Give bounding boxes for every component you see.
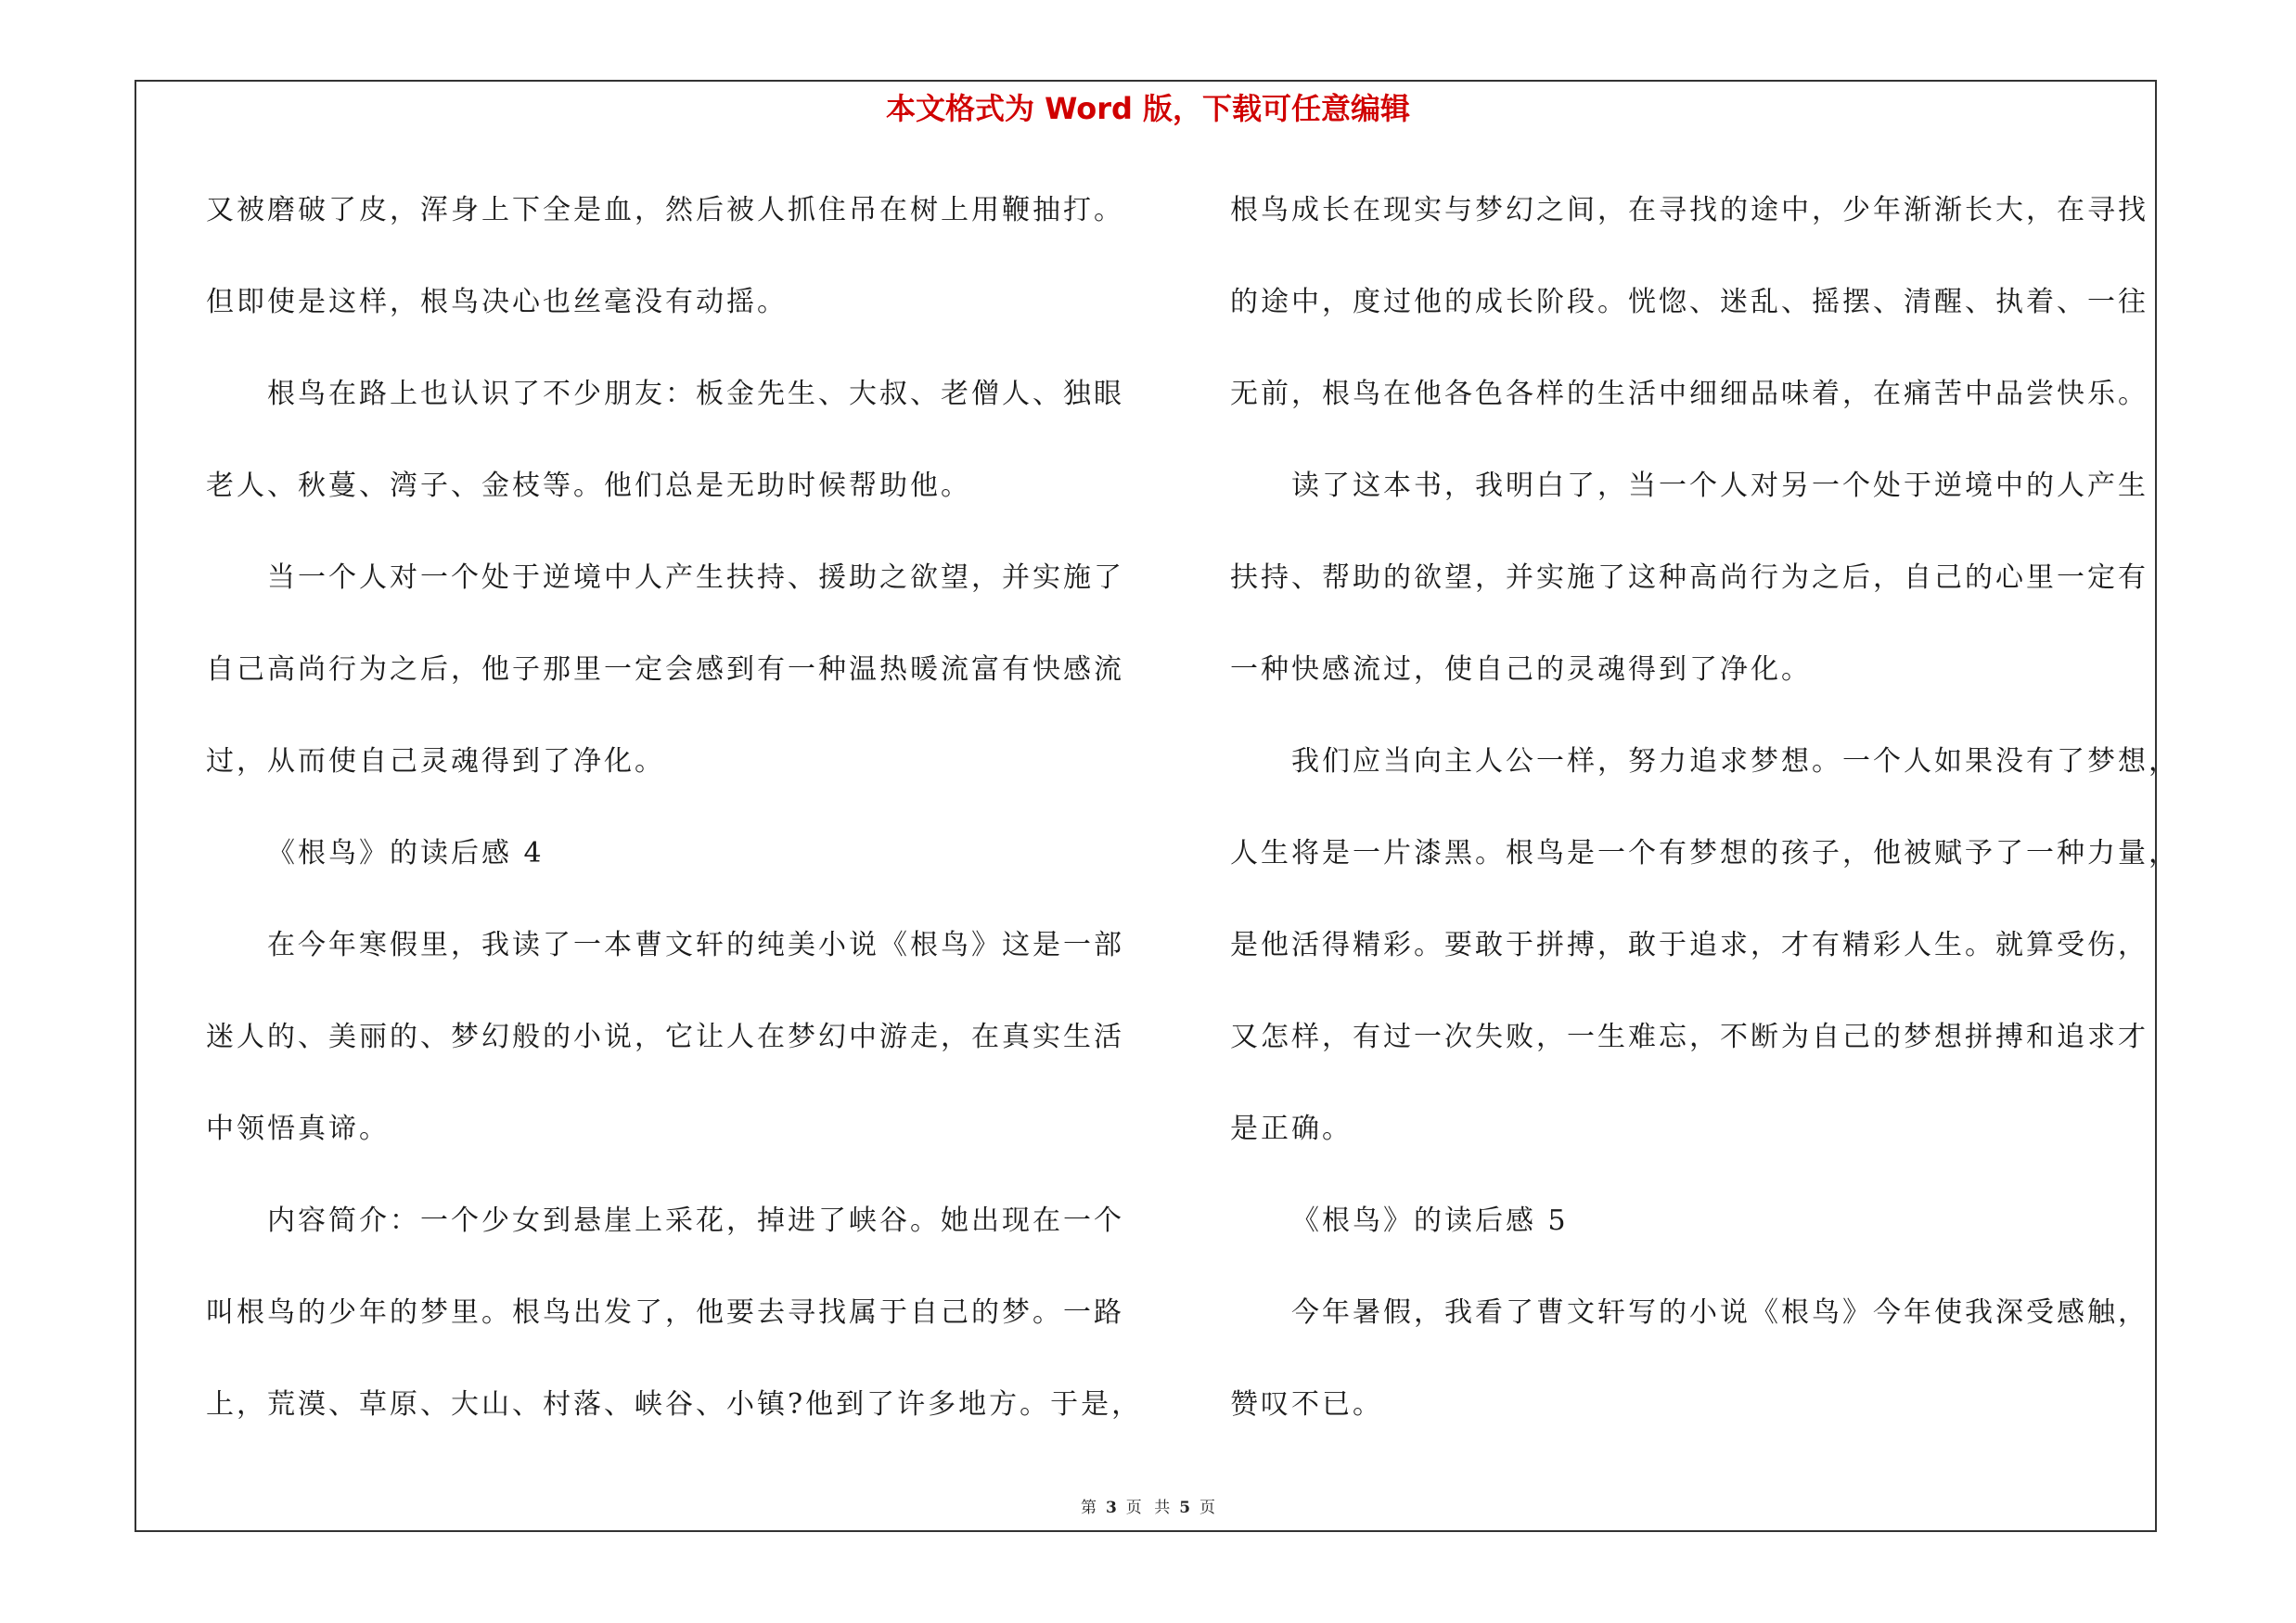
- text-line: 中领悟真谛。: [206, 1113, 390, 1145]
- text-line: 是他活得精彩。要敢于拼搏，敢于追求，才有精彩人生。就算受伤，: [1230, 929, 2148, 961]
- document-banner: 本文格式为 Word 版，下载可任意编辑: [885, 91, 1411, 126]
- section-heading: 《根鸟》的读后感 4: [267, 837, 545, 869]
- text-line: 我们应当向主人公一样，努力追求梦想。一个人如果没有了梦想，: [1291, 745, 2179, 778]
- text-line: 自己高尚行为之后，他子那里一定会感到有一种温热暖流富有快感流: [206, 653, 1124, 686]
- text-line: 但即使是这样，根鸟决心也丝毫没有动摇。: [206, 286, 788, 318]
- text-line: 迷人的、美丽的、梦幻般的小说，它让人在梦幻中游走，在真实生活: [206, 1021, 1124, 1053]
- current-page-number: 3: [1105, 1499, 1117, 1517]
- text-line: 上，荒漠、草原、大山、村落、峡谷、小镇?他到了许多地方。于是，: [206, 1388, 1143, 1421]
- page-footer: [0, 1494, 2296, 1517]
- text-line: 扶持、帮助的欲望，并实施了这种高尚行为之后，自己的心里一定有: [1230, 561, 2148, 594]
- section-heading: 《根鸟》的读后感 5: [1291, 1204, 1569, 1237]
- text-line: 又怎样，有过一次失败，一生难忘，不断为自己的梦想拼搏和追求才: [1230, 1021, 2148, 1053]
- text-line: 根鸟在路上也认识了不少朋友：板金先生、大叔、老僧人、独眼: [267, 378, 1124, 410]
- text-line: 当一个人对一个处于逆境中人产生扶持、援助之欲望，并实施了: [267, 561, 1124, 594]
- footer-prefix: 第: [1080, 1499, 1097, 1517]
- text-line: 叫根鸟的少年的梦里。根鸟出发了，他要去寻找属于自己的梦。一路: [206, 1296, 1124, 1329]
- footer-suffix: 页: [1199, 1499, 1216, 1517]
- text-line: 今年暑假，我看了曹文轩写的小说《根鸟》今年使我深受感触，: [1291, 1296, 2148, 1329]
- text-line: 人生将是一片漆黑。根鸟是一个有梦想的孩子，他被赋予了一种力量，: [1230, 837, 2179, 869]
- total-pages-number: 5: [1179, 1499, 1191, 1517]
- text-line: 一种快感流过，使自己的灵魂得到了净化。: [1230, 653, 1812, 686]
- left-text-column: [206, 184, 1143, 1470]
- text-line: 过，从而使自己灵魂得到了净化。: [206, 745, 665, 778]
- text-line: 根鸟成长在现实与梦幻之间，在寻找的途中，少年渐渐长大，在寻找: [1230, 194, 2148, 226]
- text-line: 内容简介：一个少女到悬崖上采花，掉进了峡谷。她出现在一个: [267, 1204, 1124, 1237]
- text-line: 又被磨破了皮，浑身上下全是血，然后被人抓住吊在树上用鞭抽打。: [206, 194, 1124, 226]
- footer-total-word: 共: [1154, 1499, 1171, 1517]
- text-line: 是正确。: [1230, 1113, 1353, 1145]
- right-text-column: [1230, 184, 2179, 1470]
- text-line: 老人、秋蔓、湾子、金枝等。他们总是无助时候帮助他。: [206, 470, 971, 502]
- text-line: 赞叹不已。: [1230, 1388, 1383, 1421]
- text-line: 的途中，度过他的成长阶段。恍惚、迷乱、摇摆、清醒、执着、一往: [1230, 286, 2148, 318]
- footer-page-word: 页: [1125, 1499, 1142, 1517]
- text-line: 在今年寒假里，我读了一本曹文轩的纯美小说《根鸟》这是一部: [267, 929, 1124, 961]
- text-line: 读了这本书，我明白了，当一个人对另一个处于逆境中的人产生: [1291, 470, 2148, 502]
- text-line: 无前，根鸟在他各色各样的生活中细细品味着，在痛苦中品尝快乐。: [1230, 378, 2148, 410]
